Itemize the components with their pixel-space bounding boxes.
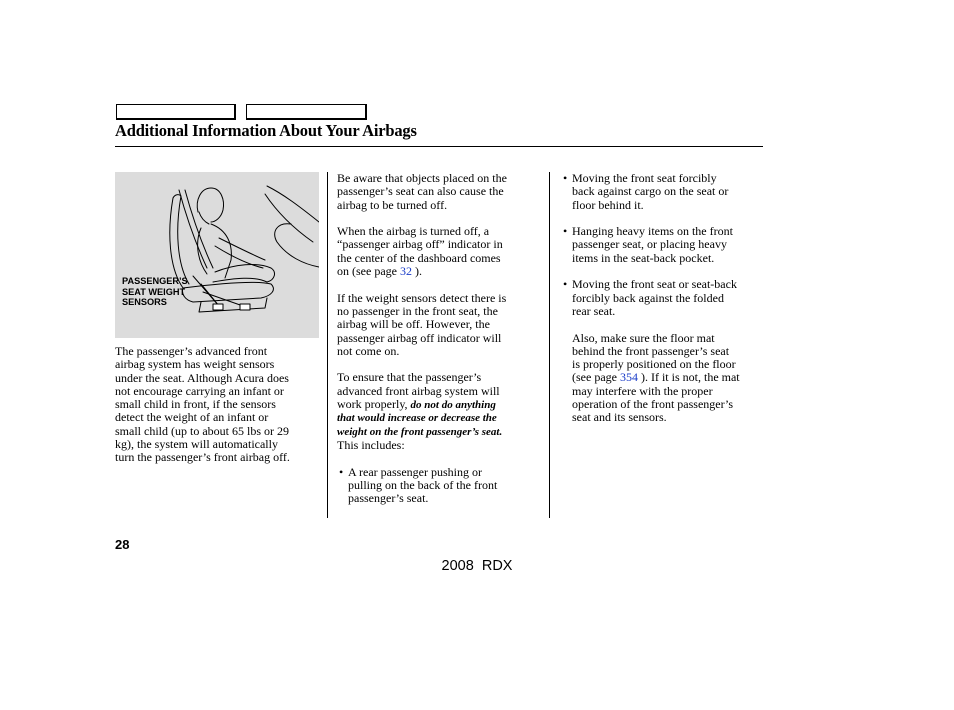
text-line: turn the passenger’s front airbag off. [115, 450, 290, 465]
column-divider-1 [327, 172, 328, 518]
text-fragment: ). If it is not, the mat [637, 370, 740, 385]
text-line: the center of the dashboard comes [337, 250, 501, 265]
bullet-dot: • [563, 224, 568, 239]
sensor-label-line: SEAT WEIGHT [122, 286, 186, 297]
bullet-item [561, 225, 766, 265]
page-link-354[interactable]: 354 [619, 370, 638, 385]
title-rule [115, 146, 763, 147]
sensor-label-line: PASSENGER’S [122, 276, 188, 286]
text-line: may interfere with the proper [572, 383, 713, 398]
text-line: items in the seat-back pocket. [572, 250, 715, 265]
text-line: small child in front, if the sensors [115, 397, 276, 412]
text-line: passenger’s seat can also cause the [337, 184, 504, 199]
text-line: small child (up to about 65 lbs or 29 [115, 423, 289, 438]
paragraph-objects-on-seat [337, 172, 542, 212]
paragraph-floor-mat [561, 332, 766, 425]
paragraph-no-passenger [337, 292, 542, 358]
bullet-dot: • [563, 277, 568, 292]
text-line: Also, make sure the floor mat [572, 330, 715, 345]
text-line: If the weight sensors detect there is [337, 290, 507, 305]
text-line: Moving the front seat forcibly [572, 171, 717, 185]
text-line: Moving the front seat or seat-back [572, 277, 737, 292]
text-line [572, 371, 766, 384]
emphasis-text: weight on the front passenger’s seat. [337, 425, 503, 438]
text-line: advanced front airbag system will [337, 383, 500, 398]
bullet-dot: • [563, 171, 568, 185]
text-line: airbag to be turned off. [337, 197, 448, 212]
column-3-text [561, 172, 766, 438]
text-line: airbag system has weight sensors [115, 357, 275, 372]
column-divider-2 [549, 172, 550, 518]
text-line: airbag will be off. However, the [337, 317, 490, 332]
text-line: is properly positioned on the floor [572, 357, 736, 372]
text-fragment: work properly, [337, 397, 411, 412]
bullet-item [337, 466, 542, 506]
text-line: behind the front passenger’s seat [572, 343, 730, 358]
text-line: When the airbag is turned off, a [337, 224, 490, 239]
text-line: floor behind it. [572, 197, 644, 212]
column-1-text [115, 345, 320, 465]
header-tab-box-left [116, 104, 236, 120]
text-line: kg), the system will automatically [115, 437, 278, 452]
sensor-label-line: SENSORS [122, 297, 167, 307]
footer-model [0, 558, 954, 574]
bullet-item [561, 172, 766, 212]
text-line: passenger airbag off indicator will [337, 330, 502, 345]
emphasis-text: that would increase or decrease the [337, 412, 497, 425]
emphasis-text: do not do anything [410, 399, 496, 412]
text-line: Hanging heavy items on the front [572, 224, 733, 239]
sensor-label [122, 276, 222, 308]
footer-text: 2008 RDX [441, 558, 513, 574]
text-line: To ensure that the passenger’s [337, 370, 482, 385]
text-line: not encourage carrying an infant or [115, 383, 284, 398]
text-line: operation of the front passenger’s [572, 397, 734, 412]
bullet-dot: • [339, 464, 344, 479]
text-line: detect the weight of an infant or [115, 410, 269, 425]
paragraph-ensure-proper [337, 371, 542, 452]
text-line: not come on. [337, 343, 400, 358]
text-line: “passenger airbag off” indicator in [337, 237, 503, 252]
text-fragment: (see page [572, 370, 620, 385]
header-tab-box-right [246, 104, 367, 120]
page-link-32[interactable]: 32 [399, 264, 412, 279]
page-title: Additional Information About Your Airbags [115, 121, 417, 140]
text-line: Be aware that objects placed on the [337, 171, 507, 185]
text-line [337, 265, 542, 278]
text-line: no passenger in the front seat, the [337, 303, 498, 318]
text-line: A rear passenger pushing or [348, 464, 482, 479]
text-line: back against cargo on the seat or [572, 184, 729, 199]
page-number: 28 [115, 537, 130, 552]
text-line: passenger’s seat. [348, 491, 429, 506]
text-line [337, 398, 542, 412]
text-fragment: ). [411, 264, 422, 279]
text-line: seat and its sensors. [572, 410, 667, 425]
text-line: rear seat. [572, 303, 616, 318]
text-line: forcibly back against the folded [572, 290, 724, 305]
bullet-item [561, 278, 766, 318]
text-line: The passenger’s advanced front [115, 344, 268, 358]
seat-illustration-svg [115, 172, 319, 338]
text-line: under the seat. Although Acura does [115, 370, 289, 385]
text-line: pulling on the back of the front [348, 477, 498, 492]
text-fragment: on (see page [337, 264, 400, 279]
text-line: passenger seat, or placing heavy [572, 237, 727, 252]
paragraph-indicator [337, 225, 542, 278]
seat-weight-sensor-illustration [115, 172, 319, 338]
text-line: This includes: [337, 437, 405, 452]
column-2-text [337, 172, 542, 519]
